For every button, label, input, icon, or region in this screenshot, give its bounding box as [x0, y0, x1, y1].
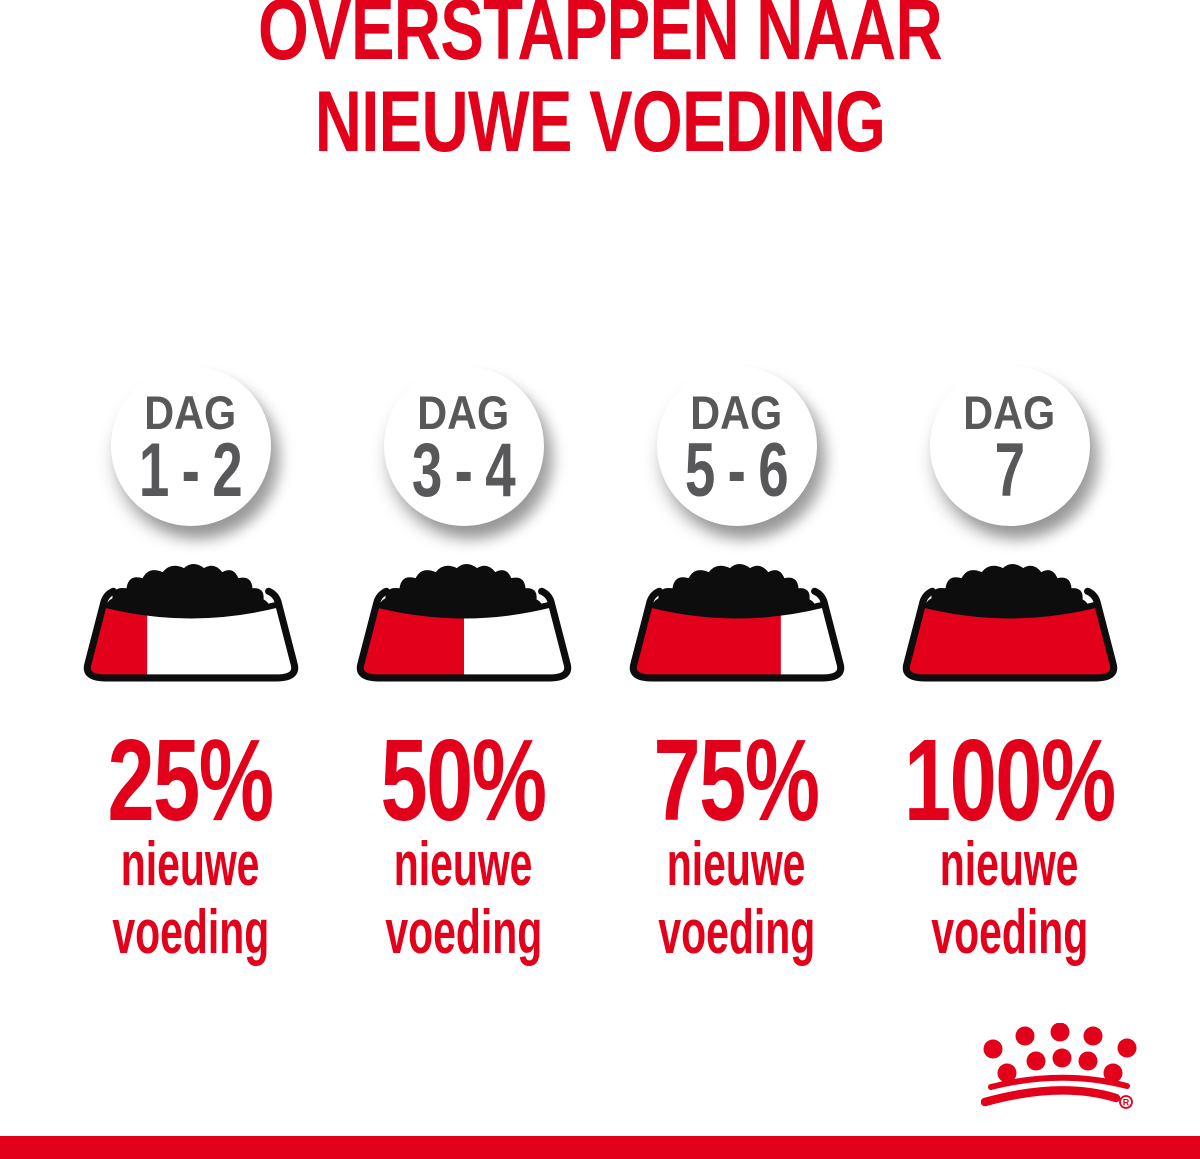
- day-circle-3: [657, 366, 817, 526]
- food-bowl-icon-50: [353, 558, 575, 687]
- percent-label: 50%: [380, 715, 547, 845]
- new-food-line1-row: [54, 830, 1146, 900]
- crown-lower-swoosh: [985, 1090, 1116, 1102]
- percent-label: 25%: [107, 715, 274, 845]
- day-circle-2: [384, 366, 544, 526]
- new-food-label-line2: voeding: [658, 898, 815, 967]
- day-range: 5 - 6: [685, 427, 788, 513]
- royal-canin-crown-logo: [981, 1023, 1141, 1115]
- bottom-red-bar: [0, 1136, 1200, 1159]
- day-circle-1: [111, 366, 271, 526]
- registered-trademark-letter: R: [1122, 1097, 1130, 1108]
- new-food-label-line1: nieuwe: [667, 830, 806, 899]
- bowls-row: [54, 558, 1146, 688]
- percent-row: [54, 715, 1146, 845]
- day-label: DAG: [417, 385, 510, 439]
- page-title: [144, 0, 1056, 168]
- new-food-label-line1: nieuwe: [121, 830, 260, 899]
- percent-label: 100%: [904, 715, 1115, 845]
- food-bowl-icon-100: [899, 558, 1121, 687]
- day-circles-row: [54, 366, 1146, 530]
- day-label: DAG: [963, 385, 1056, 439]
- day-label: DAG: [144, 385, 237, 439]
- day-range: 7: [994, 427, 1025, 513]
- new-food-line2-row: [54, 898, 1146, 968]
- day-range: 1 - 2: [139, 427, 242, 513]
- new-food-label-line1: nieuwe: [394, 830, 533, 899]
- new-food-label-line2: voeding: [385, 898, 542, 967]
- day-range: 3 - 4: [412, 427, 515, 513]
- new-food-label-line2: voeding: [112, 898, 269, 967]
- page-title-line1: OVERSTAPPEN NAAR: [258, 0, 942, 78]
- food-bowl-icon-25: [80, 558, 302, 687]
- page-title-line2: NIEUWE VOEDING: [314, 74, 886, 170]
- percent-label: 75%: [653, 715, 820, 845]
- new-food-label-line1: nieuwe: [940, 830, 1079, 899]
- day-label: DAG: [690, 385, 783, 439]
- crown-dots: [984, 1023, 1137, 1083]
- day-circle-4: [930, 366, 1090, 526]
- food-bowl-icon-75: [626, 558, 848, 687]
- new-food-label-line2: voeding: [931, 898, 1088, 967]
